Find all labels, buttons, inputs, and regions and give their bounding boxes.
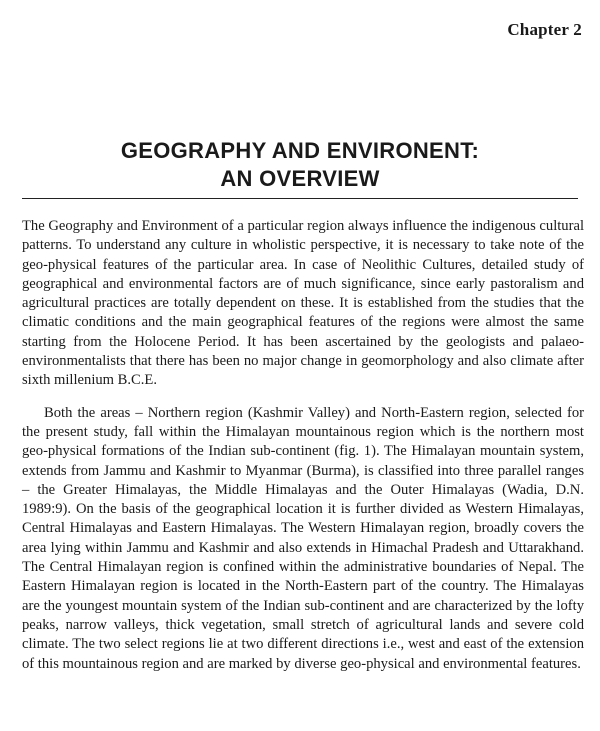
chapter-body <box>22 217 584 674</box>
chapter-label: Chapter 2 <box>507 20 582 39</box>
chapter-title-line-2: AN OVERVIEW <box>220 165 380 191</box>
body-paragraph-1: The Geography and Environment of a particular region always influence the indigenous cultural patterns. To understand any culture in wholistic perspective, it is necessary to take note of the geo-physical features of the particular area. In case of Neolithic Cultures, detailed study of geographical and environmental factors are of much significance, since early pastoralism and agricultural practices are totally dependent on these. It is established from the studies that the climatic conditions and the main geographical features of the regions were almost the same starting from the Holocene Period. It has been ascertained by the geologists and palaeo-environmentalists that there has been no major change in geomorphology and also climate after sixth millenium B.C.E. <box>22 218 584 389</box>
chapter-title-line-1: GEOGRAPHY AND ENVIRONENT: <box>120 137 480 163</box>
chapter-title <box>0 137 600 193</box>
body-paragraph-2: Both the areas – Northern region (Kashmir Valley) and North-Eastern region, selected for the present study, fall within the Himalayan mountainous region which is the northern most geo-physical formations of the Indian sub-continent (fig. 1). The Himalayan mountain system, extends from Jammu and Kashmir to Myanmar (Burma), is classified into three parallel ranges – the Greater Himalayas, the Middle Himalayas and the Outer Himalayas (Wadia, D.N. 1989:9). On the basis of the geographical location it is further divided as Western Himalayas, Central Himalayas and Eastern Himalayas. The Western Himalayan region, broadly covers the area lying within Jammu and Kashmir and also extends in Himachal Pradesh and Uttarakhand. The Central Himalayan region is confined within the administrative boundaries of Nepal. The Eastern Himalayan region is located in the North-Eastern part of the country. The Himalayas are the youngest mountain system of the Indian sub-continent and are characterized by the lofty peaks, narrow valleys, thick vegetation, small stretch of agricultural lands and severe cold climate. The two select regions lie at two different directions i.e., west and east of the extension of this mountainous region and are marked by diverse geo-physical and environmental features. <box>22 404 584 672</box>
title-divider <box>22 198 578 199</box>
